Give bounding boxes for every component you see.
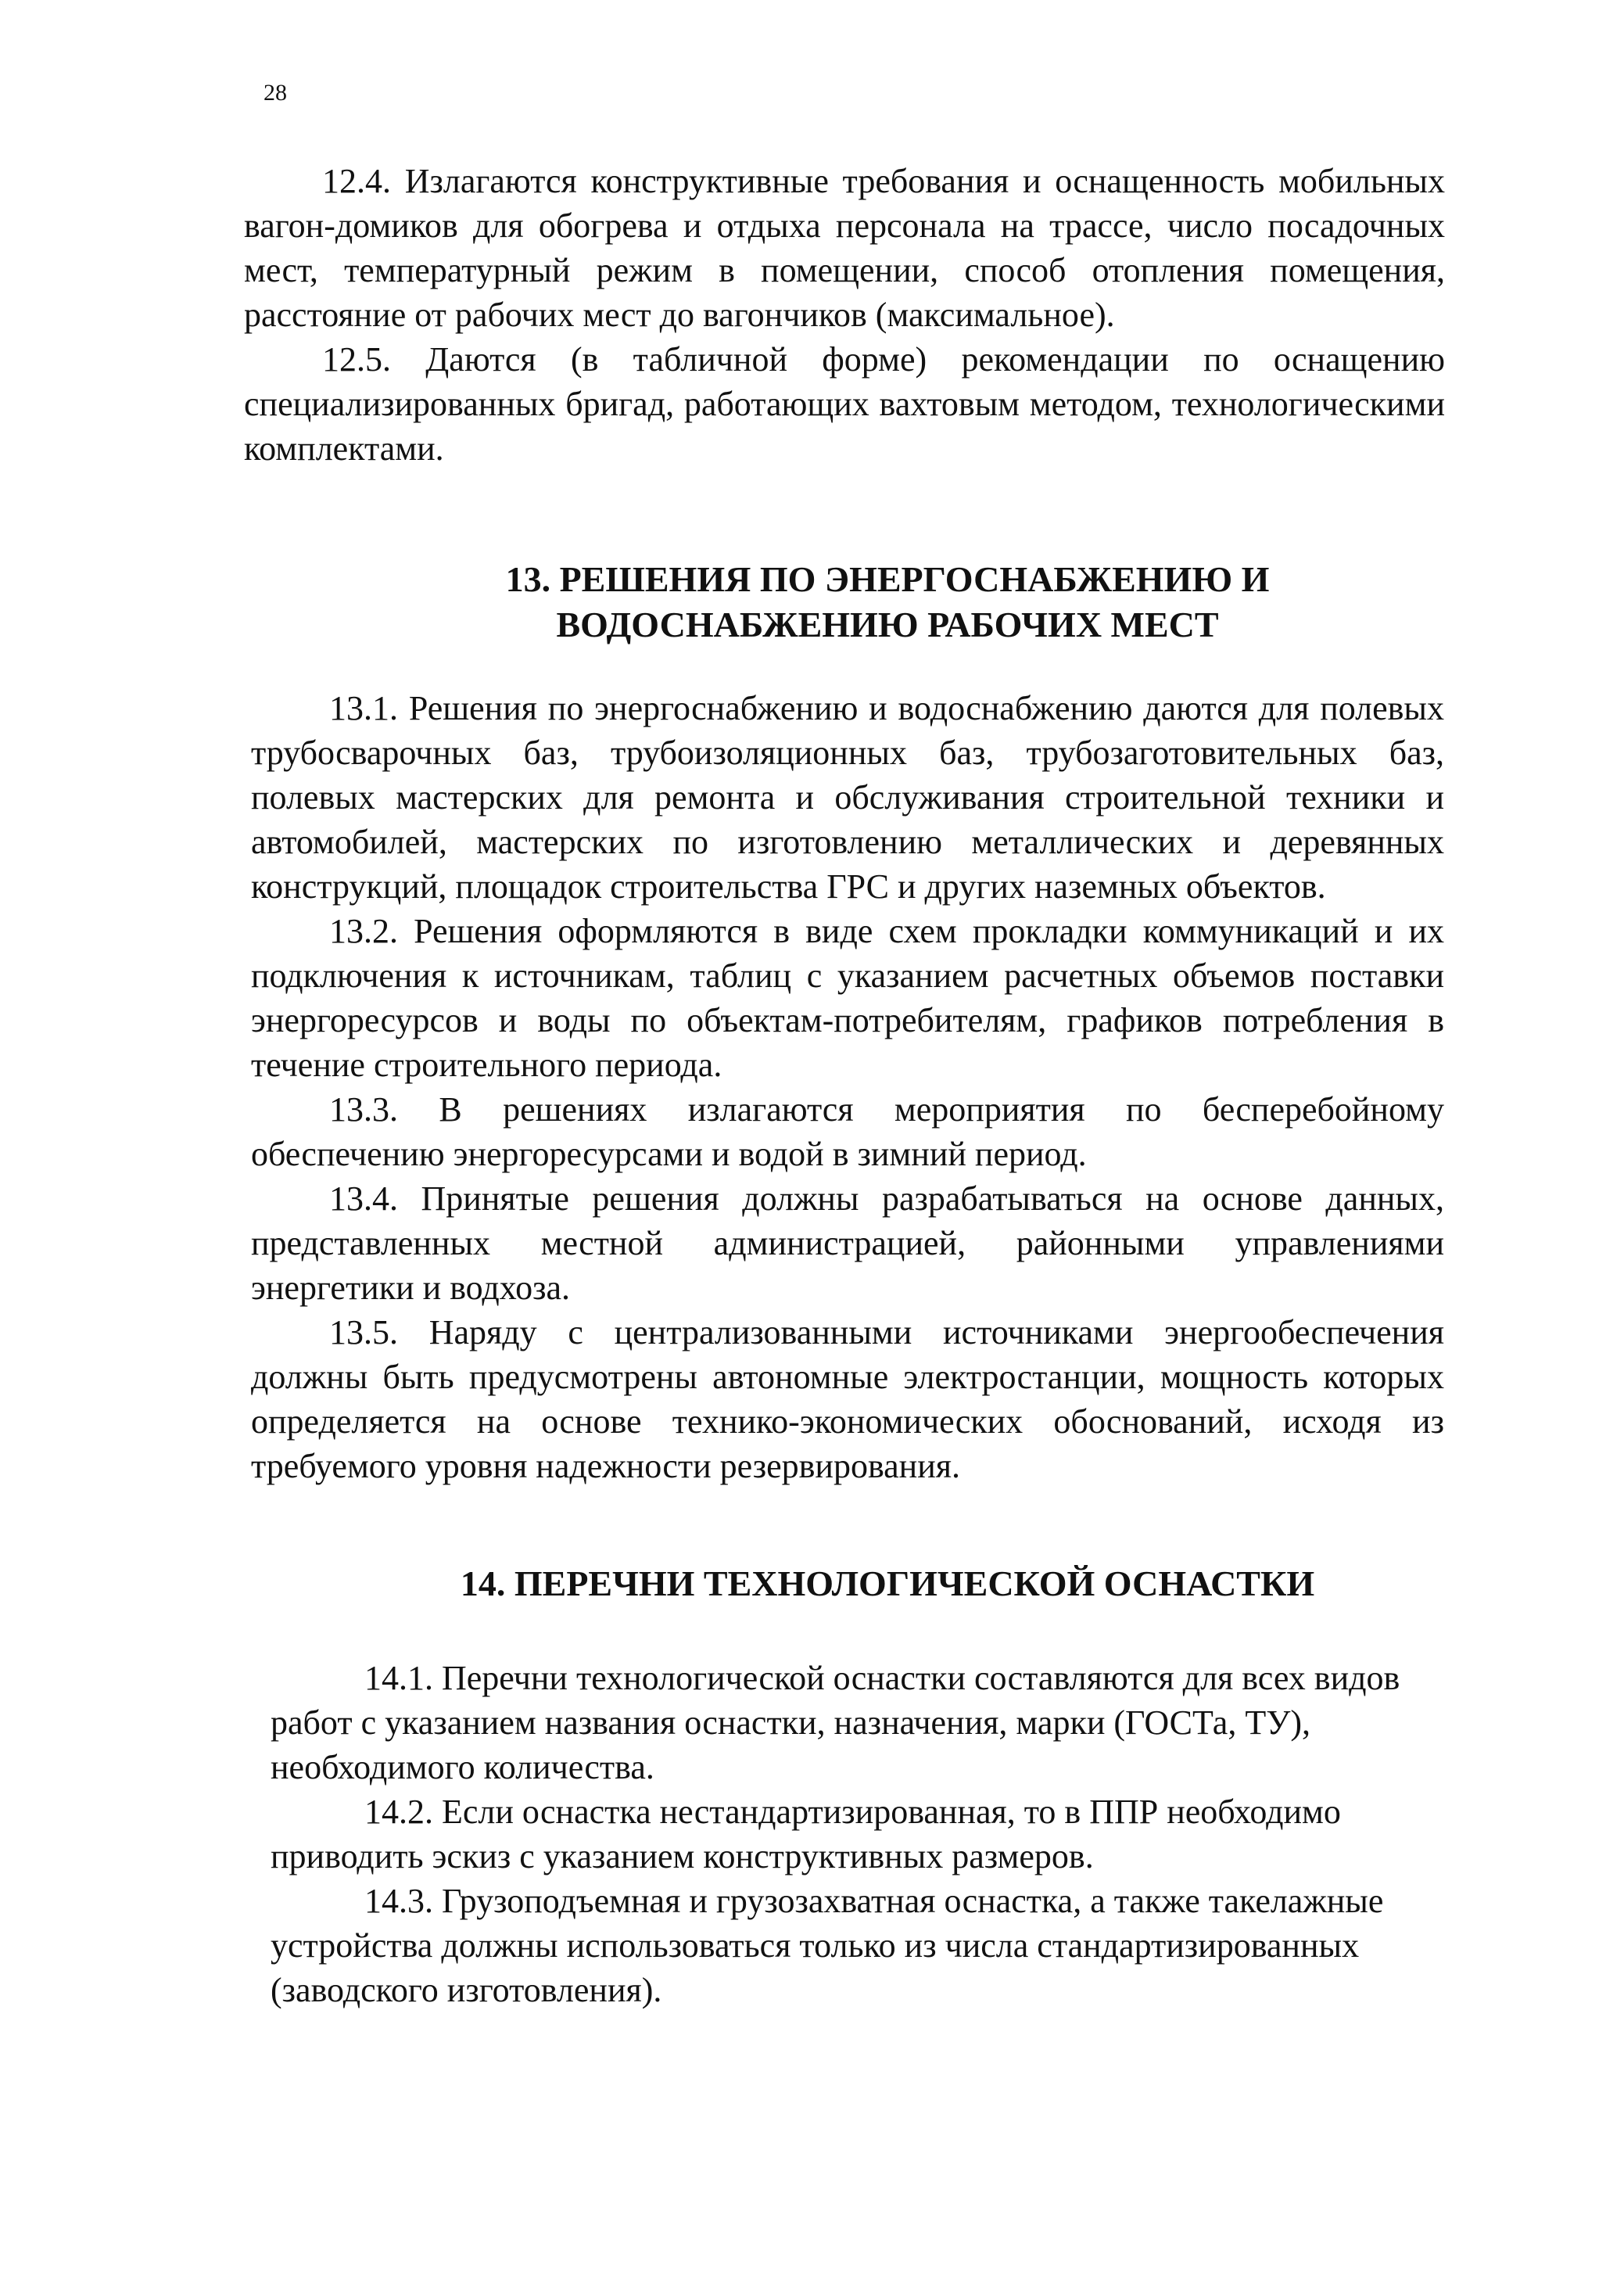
paragraph-13-3: 13.3. В решениях излагаются мероприятия по бесперебойному обеспечению энергоресурсами и водой в зимний период. (251, 1090, 1444, 1173)
paragraph-14-1: 14.1. Перечни технологической оснастки составляются для всех видов работ с указанием названия оснастки, назначения, марки (ГОСТа, ТУ), необходимого количества. (271, 1659, 1400, 1786)
section-12-body (244, 159, 1445, 471)
section-14-body (271, 1656, 1439, 2012)
paragraph-14-2: 14.2. Если оснастка нестандартизированная, то в ППР необходимо приводить эскиз с указанием конструктивных размеров. (271, 1793, 1341, 1875)
paragraph-12-4: 12.4. Излагаются конструктивные требования и оснащенность мобильных вагон-домиков для обогрева и отдыха персонала на трассе, число посадочных мест, температурный режим в помещении, способ отопления помещения, расстояние от рабочих мест до вагончиков (максимальное). (244, 162, 1445, 334)
section-14-heading: 14. ПЕРЕЧНИ ТЕХНОЛОГИЧЕСКОЙ ОСНАСТКИ (460, 1563, 1315, 1603)
paragraph-13-4: 13.4. Принятые решения должны разрабатываться на основе данных, представленных местной администрацией, районными управлениями энергетики и водхоза. (251, 1179, 1444, 1307)
page-number: 28 (263, 80, 287, 106)
section-13-heading-line-2: ВОДОСНАБЖЕНИЮ РАБОЧИХ МЕСТ (556, 605, 1219, 644)
section-13-heading-line-1: 13. РЕШЕНИЯ ПО ЭНЕРГОСНАБЖЕНИЮ И (505, 559, 1270, 599)
paragraph-13-2: 13.2. Решения оформляются в виде схем прокладки коммуникаций и их подключения к источникам, таблиц с указанием расчетных объемов поставки энергоресурсов и воды по объектам-потребителям, графиков потребления в течение строительного периода. (251, 912, 1444, 1084)
paragraph-13-5: 13.5. Наряду с централизованными источниками энергообеспечения должны быть предусмотрены автономные электростанции, мощность которых определяется на основе технико-экономических обоснований, исходя из требуемого уровня надежности резервирования. (251, 1313, 1444, 1485)
paragraph-13-1: 13.1. Решения по энергоснабжению и водоснабжению даются для полевых трубосварочных баз, трубоизоляционных баз, трубозаготовительных баз, полевых мастерских для ремонта и обслуживания строительной техники и автомобилей, мастерских по изготовлению металлических и деревянных конструкций, площадок строительства ГРС и других наземных объектов. (251, 689, 1444, 906)
paragraph-14-3: 14.3. Грузоподъемная и грузозахватная оснастка, а также такелажные устройства должны использоваться только из числа стандартизированных (заводского изготовления). (271, 1882, 1384, 2009)
section-13-heading (438, 557, 1337, 648)
section-13-body (251, 686, 1444, 1488)
paragraph-12-5: 12.5. Даются (в табличной форме) рекомендации по оснащению специализированных бригад, работающих вахтовым методом, технологическими комплектами. (244, 340, 1445, 468)
